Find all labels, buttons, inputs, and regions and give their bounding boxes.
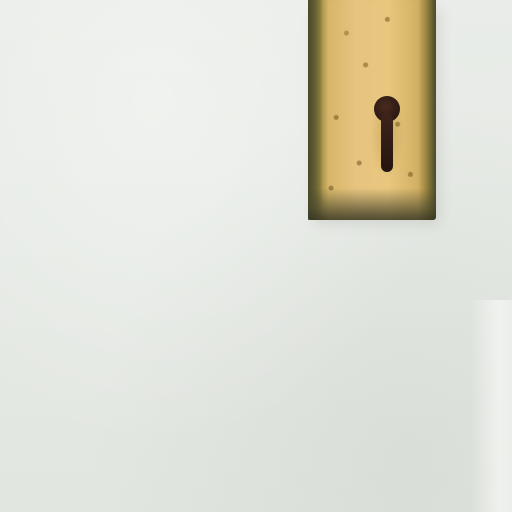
plate-left-edge — [308, 0, 322, 220]
door-edge — [470, 300, 512, 512]
keyhole[interactable] — [374, 96, 400, 174]
keyhole-slot — [381, 114, 393, 172]
plate-bottom-tarnish — [308, 188, 436, 220]
